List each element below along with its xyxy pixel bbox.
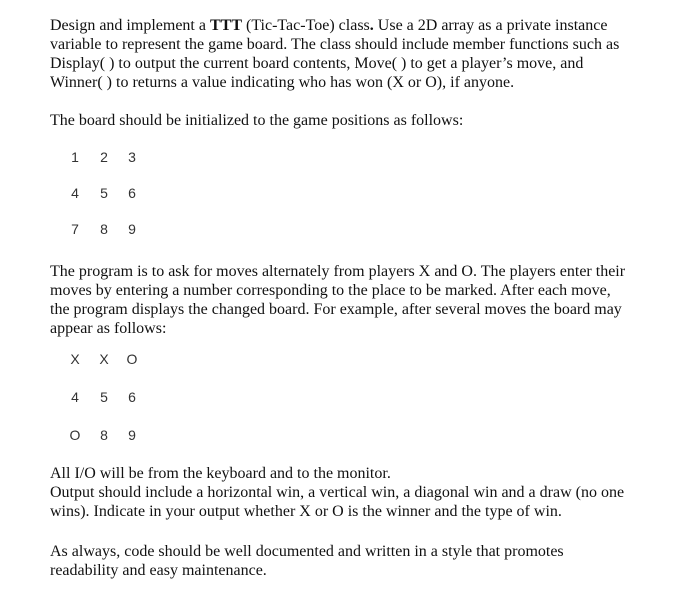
- io-paragraph: [50, 464, 650, 521]
- io-line-3: wins). Indicate in your output whether X or O is the winner and the type of win.: [50, 503, 562, 520]
- intro-line-1: [50, 16, 650, 35]
- io-line-1: All I/O will be from the keyboard and to the monitor.: [50, 465, 391, 482]
- board-cell: 4: [71, 389, 79, 405]
- class-name-ttt: TTT: [209, 17, 242, 34]
- intro-line-4: Winner( ) to returns a value indicating who has won (X or O), if anyone.: [50, 74, 515, 91]
- intro-paragraph: [50, 16, 650, 92]
- program-paragraph: [50, 262, 650, 338]
- board-cell: O: [126, 351, 138, 367]
- board-cell: X: [70, 351, 80, 367]
- intro-bold-period: .: [369, 17, 374, 34]
- board-cell: 5: [100, 389, 108, 405]
- program-line-1: The program is to ask for moves alternately from players X and O. The players enter their: [50, 263, 626, 280]
- board-cell: 1: [71, 149, 79, 165]
- board-cell: O: [69, 427, 81, 443]
- board-cell: 6: [128, 389, 136, 405]
- always-line-2: readability and easy maintenance.: [50, 562, 267, 579]
- io-line-2: Output should include a horizontal win, a vertical win, a diagonal win and a draw (no one: [50, 484, 625, 501]
- board-intro-line: The board should be initialized to the game positions as follows:: [50, 112, 464, 129]
- board-cell: 8: [100, 427, 108, 443]
- intro-text-a: Design and implement a: [50, 17, 210, 34]
- intro-line-3: Display( ) to output the current board contents, Move( ) to get a player’s move, and: [50, 55, 584, 72]
- board-intro-text: [50, 111, 650, 130]
- board-cell: 7: [71, 221, 79, 237]
- always-line-1: As always, code should be well documented and written in a style that promotes: [50, 543, 564, 560]
- board-cell: 9: [128, 221, 136, 237]
- board-cell: 5: [100, 185, 108, 201]
- board-cell: 2: [100, 149, 108, 165]
- program-line-3: the program displays the changed board. For example, after several moves the board may: [50, 301, 622, 318]
- intro-line-2: variable to represent the game board. The class should include member functions such as: [50, 36, 620, 53]
- intro-text-c: Use a 2D array as a private instance: [373, 17, 608, 34]
- board-cell: 9: [128, 427, 136, 443]
- program-line-2: moves by entering a number corresponding to the place to be marked. After each move,: [50, 282, 611, 299]
- board-cell: 6: [128, 185, 136, 201]
- board-cell: 3: [128, 149, 136, 165]
- documentation-paragraph: [50, 542, 650, 580]
- intro-text-b: (Tic-Tac-Toe) class: [241, 17, 370, 34]
- board-cell: 8: [100, 221, 108, 237]
- program-line-4: appear as follows:: [50, 320, 167, 337]
- board-cell: X: [99, 351, 109, 367]
- board-cell: 4: [71, 185, 79, 201]
